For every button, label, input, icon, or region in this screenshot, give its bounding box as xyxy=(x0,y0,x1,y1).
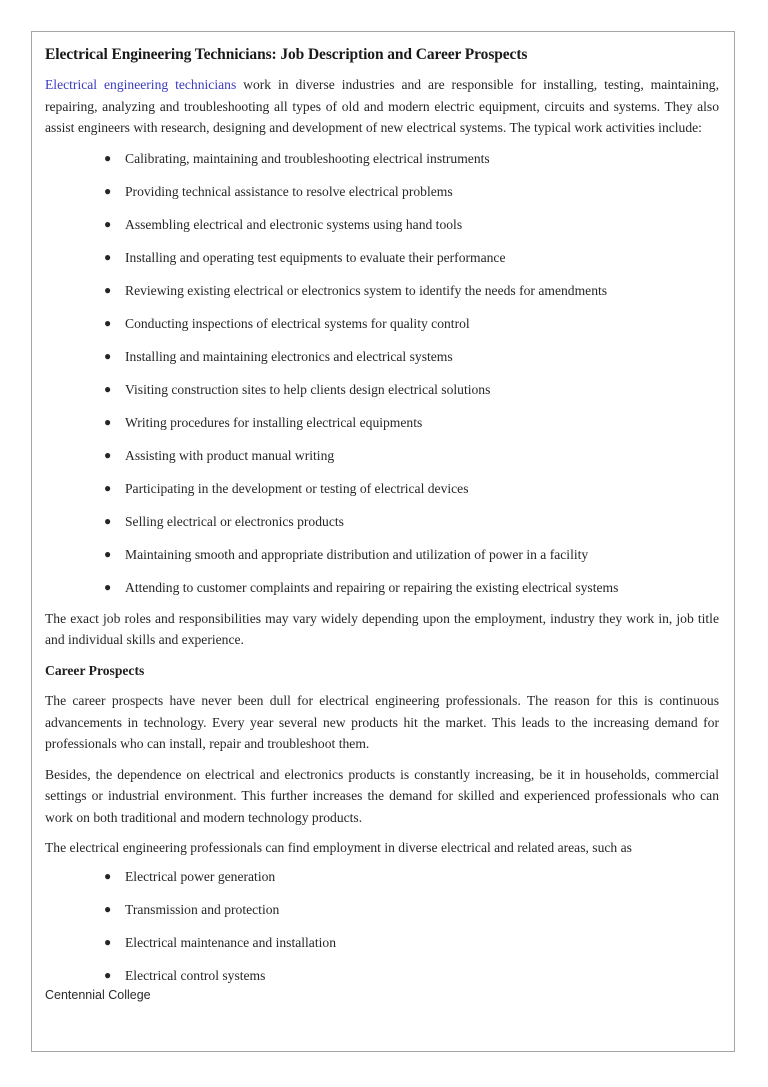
list-item xyxy=(45,901,719,918)
bullet-icon: ● xyxy=(104,546,112,561)
bullet-icon: ● xyxy=(104,183,112,198)
bullet-icon: ● xyxy=(104,150,112,165)
list-item-label: Attending to customer complaints and repairing or repairing the existing electrical systems xyxy=(125,579,619,595)
bullet-icon: ● xyxy=(104,901,112,916)
intro-paragraph xyxy=(45,74,719,139)
document-page xyxy=(31,31,735,1052)
work-activities-list xyxy=(45,150,719,596)
page-title: Electrical Engineering Technicians: Job Description and Career Prospects xyxy=(45,46,528,63)
list-item-label: Electrical maintenance and installation xyxy=(125,934,336,950)
list-item xyxy=(45,414,719,431)
bullet-icon: ● xyxy=(104,480,112,495)
bullet-icon: ● xyxy=(104,447,112,462)
list-item xyxy=(45,546,719,563)
list-item xyxy=(45,579,719,596)
bullet-icon: ● xyxy=(104,315,112,330)
bullet-icon: ● xyxy=(104,414,112,429)
bullet-icon: ● xyxy=(104,513,112,528)
list-item-label: Calibrating, maintaining and troubleshooting electrical instruments xyxy=(125,150,490,166)
list-item xyxy=(45,868,719,885)
list-item xyxy=(45,348,719,365)
footer-attribution: Centennial College xyxy=(45,987,151,1002)
list-item xyxy=(45,282,719,299)
list-item-label: Assembling electrical and electronic systems using hand tools xyxy=(125,216,463,232)
list-item-label: Selling electrical or electronics products xyxy=(125,513,344,529)
list-item-label: Installing and maintaining electronics and electrical systems xyxy=(125,348,453,364)
list-item xyxy=(45,967,719,984)
list-item xyxy=(45,934,719,951)
list-item-label: Installing and operating test equipments to evaluate their performance xyxy=(125,249,506,265)
bullet-icon: ● xyxy=(104,282,112,297)
bullet-icon: ● xyxy=(104,934,112,949)
list-item xyxy=(45,249,719,266)
list-item-label: Reviewing existing electrical or electronics system to identify the needs for amendments xyxy=(125,282,608,298)
career-prospects-paragraph-3: The electrical engineering professionals can find employment in diverse electrical and related areas, such as xyxy=(45,840,632,856)
list-item xyxy=(45,183,719,200)
electrical-engineering-technicians-link[interactable]: Electrical engineering technicians xyxy=(45,77,237,93)
bullet-icon: ● xyxy=(104,216,112,231)
list-item xyxy=(45,447,719,464)
career-prospects-paragraph-1: The career prospects have never been dull for electrical engineering professionals. The reason for this is continuous advancements in technology. Every year several new products hit the market. This leads to the increasing demand for professionals who can install, repair and troubleshoot them. xyxy=(45,693,719,752)
career-prospects-paragraph-2: Besides, the dependence on electrical and electronics products is constantly increasing, be it in households, commercial settings or industrial environment. This further increases the demand for skilled and experienced professionals who can work on both traditional and modern technology products. xyxy=(45,766,719,825)
employment-areas-list xyxy=(45,868,719,984)
list-item xyxy=(45,381,719,398)
list-item xyxy=(45,315,719,332)
list-item-label: Providing technical assistance to resolve electrical problems xyxy=(125,183,453,199)
list-item-label: Electrical power generation xyxy=(125,868,276,884)
list-item-label: Electrical control systems xyxy=(125,967,266,983)
list-item xyxy=(45,513,719,530)
list-item xyxy=(45,216,719,233)
list-item-label: Assisting with product manual writing xyxy=(125,447,335,463)
list-item-label: Transmission and protection xyxy=(125,901,280,917)
list-item xyxy=(45,150,719,167)
list-item-label: Writing procedures for installing electrical equipments xyxy=(125,414,423,430)
document-content xyxy=(32,32,734,1004)
list-item-label: Visiting construction sites to help clients design electrical solutions xyxy=(125,381,491,397)
bullet-icon: ● xyxy=(104,868,112,883)
bullet-icon: ● xyxy=(104,249,112,264)
bullet-icon: ● xyxy=(104,579,112,594)
intro-paragraph-text: work in diverse industries and are responsible for installing, testing, maintaining, repairing, analyzing and troubleshooting all types of old and modern electric equipment, circuits and systems. They also assist engineers with research, designing and development of new electrical systems. The typical work activities include: xyxy=(45,77,719,136)
bullet-icon: ● xyxy=(104,381,112,396)
list-item xyxy=(45,480,719,497)
list-item-label: Maintaining smooth and appropriate distribution and utilization of power in a facility xyxy=(125,546,589,562)
bullet-icon: ● xyxy=(104,348,112,363)
job-roles-paragraph: The exact job roles and responsibilities may vary widely depending upon the employment, industry they work in, job title and individual skills and experience. xyxy=(45,610,719,648)
list-item-label: Participating in the development or testing of electrical devices xyxy=(125,480,469,496)
bullet-icon: ● xyxy=(104,967,112,982)
list-item-label: Conducting inspections of electrical systems for quality control xyxy=(125,315,470,331)
career-prospects-heading: Career Prospects xyxy=(45,662,145,678)
